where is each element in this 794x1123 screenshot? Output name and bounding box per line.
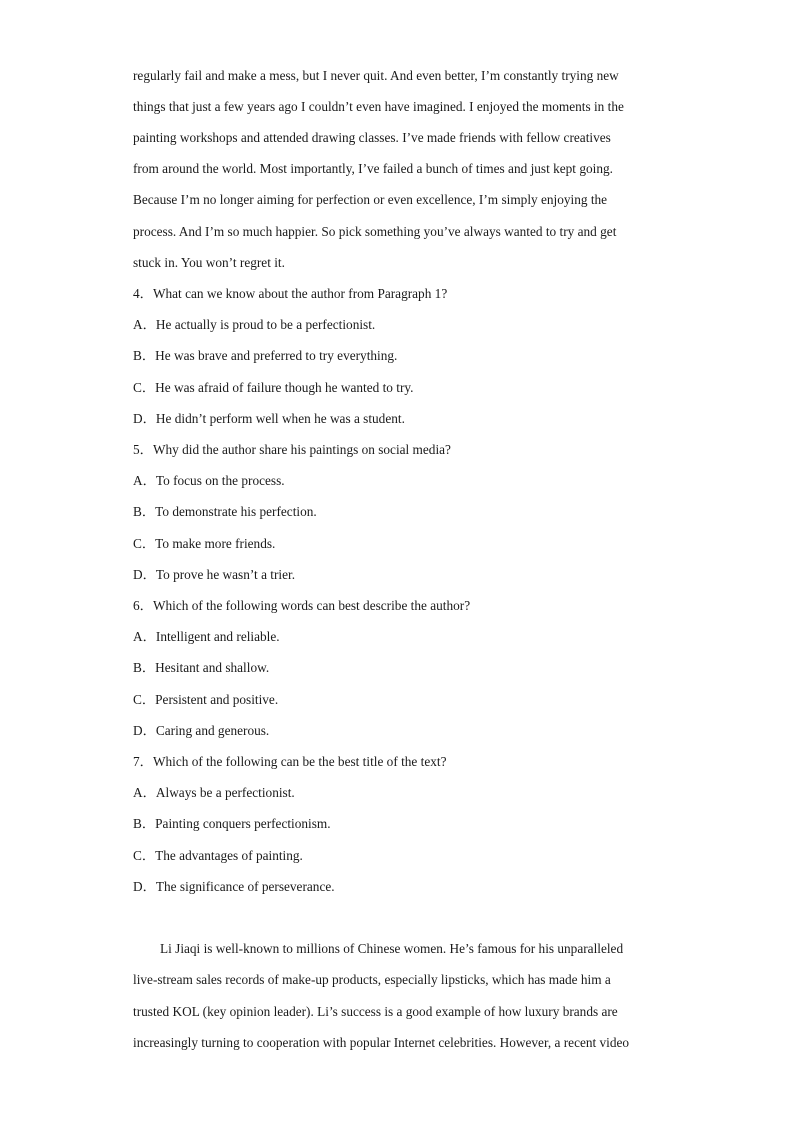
- passage-1-line: from around the world. Most importantly, I’ve failed a bunch of times and just kept going.: [133, 161, 613, 176]
- answer-option: B．To demonstrate his perfection.: [133, 504, 317, 519]
- answer-option: B．Painting conquers perfectionism.: [133, 816, 331, 831]
- answer-option: D．To prove he wasn’t a trier.: [133, 567, 296, 582]
- answer-option: C．To make more friends.: [133, 536, 276, 551]
- answer-option: C．The advantages of painting.: [133, 848, 303, 863]
- answer-option: A．Always be a perfectionist.: [133, 785, 295, 800]
- answer-option: C．Persistent and positive.: [133, 692, 279, 707]
- passage-1-line: Because I’m no longer aiming for perfection or even excellence, I’m simply enjoying the: [133, 192, 608, 207]
- answer-option: D．The significance of perseverance.: [133, 879, 335, 894]
- answer-option: A．He actually is proud to be a perfectionist.: [133, 317, 376, 332]
- passage-2-line: Li Jiaqi is well-known to millions of Chinese women. He’s famous for his unparalleled: [160, 941, 624, 956]
- question-stem: 7．Which of the following can be the best title of the text?: [133, 754, 447, 769]
- answer-option: B．He was brave and preferred to try everything.: [133, 348, 398, 363]
- answer-option: D．He didn’t perform well when he was a student.: [133, 411, 405, 426]
- answer-option: D．Caring and generous.: [133, 723, 270, 738]
- passage-2-line: trusted KOL (key opinion leader). Li’s success is a good example of how luxury brands are: [133, 1004, 618, 1019]
- passage-1-line: painting workshops and attended drawing classes. I’ve made friends with fellow creatives: [133, 130, 611, 145]
- passage-1-line: process. And I’m so much happier. So pick something you’ve always wanted to try and get: [133, 224, 617, 239]
- answer-option: A．To focus on the process.: [133, 473, 285, 488]
- question-stem: 5．Why did the author share his paintings on social media?: [133, 442, 451, 457]
- answer-option: B．Hesitant and shallow.: [133, 660, 270, 675]
- passage-2-line: increasingly turning to cooperation with popular Internet celebrities. However, a recent video: [133, 1035, 630, 1050]
- question-stem: 6．Which of the following words can best describe the author?: [133, 598, 471, 613]
- passage-1-line: regularly fail and make a mess, but I never quit. And even better, I’m constantly trying new: [133, 68, 619, 83]
- question-stem: 4．What can we know about the author from Paragraph 1?: [133, 286, 448, 301]
- passage-1-line: things that just a few years ago I couldn’t even have imagined. I enjoyed the moments in the: [133, 99, 624, 114]
- answer-option: A．Intelligent and reliable.: [133, 629, 280, 644]
- passage-1-line: stuck in. You won’t regret it.: [133, 255, 285, 270]
- answer-option: C．He was afraid of failure though he wanted to try.: [133, 380, 414, 395]
- passage-2-line: live-stream sales records of make-up products, especially lipsticks, which has made him a: [133, 972, 611, 987]
